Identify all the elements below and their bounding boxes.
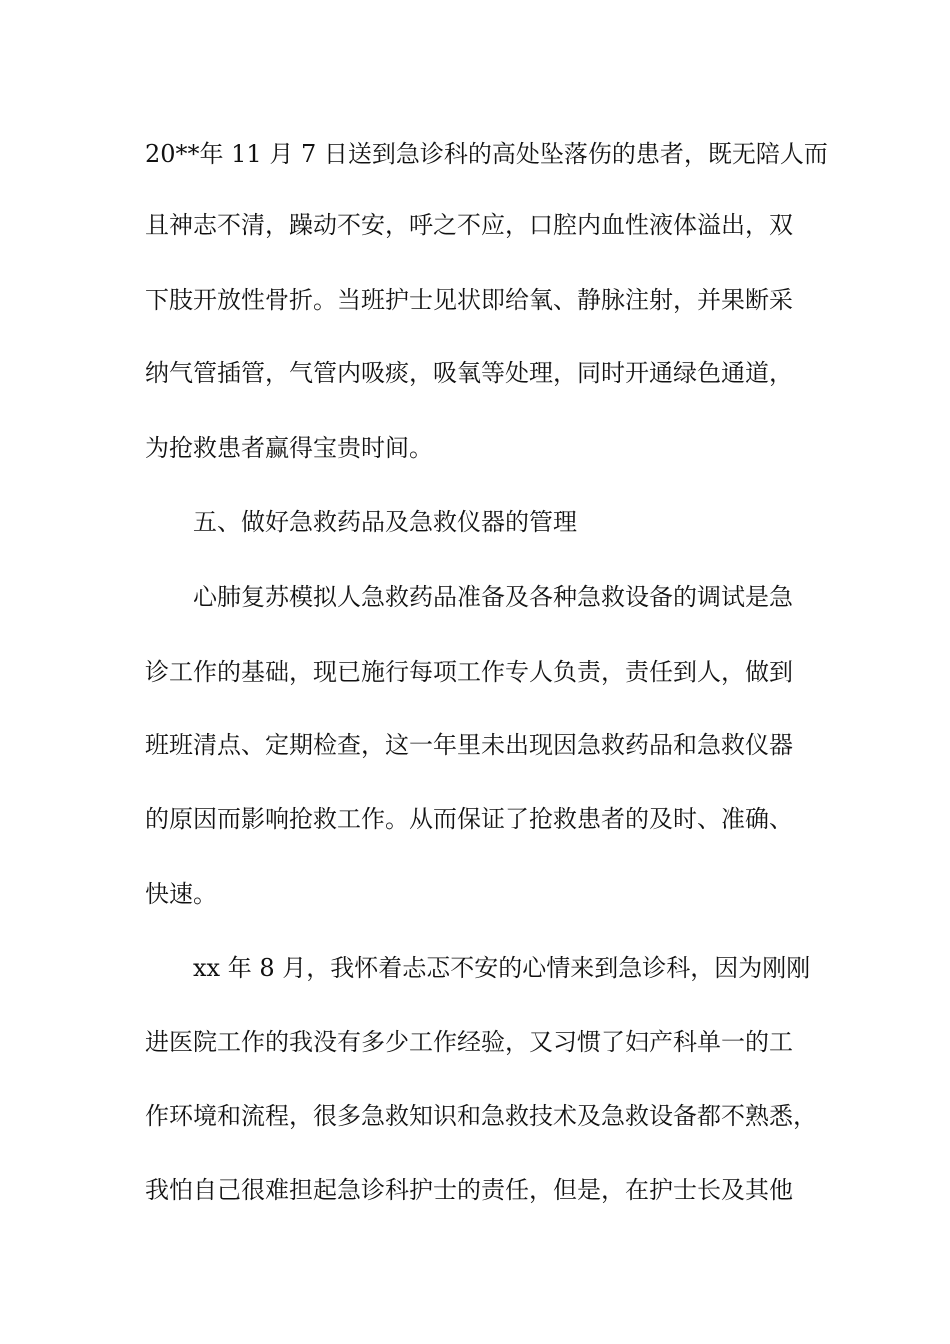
text-line: 快速。 [145, 880, 217, 908]
text-line: 心肺复苏模拟人急救药品准备及各种急救设备的调试是急 [193, 583, 793, 611]
text-line: 为抢救患者赢得宝贵时间。 [145, 434, 433, 462]
text-line: xx 年 8 月，我怀着忐忑不安的心情来到急诊科，因为刚刚 [193, 954, 811, 982]
text-line: 且神志不清，躁动不安，呼之不应，口腔内血性液体溢出，双 [145, 211, 793, 239]
section-heading: 五、做好急救药品及急救仪器的管理 [193, 508, 577, 536]
text-line: 进医院工作的我没有多少工作经验，又习惯了妇产科单一的工 [145, 1028, 793, 1056]
text-line: 的原因而影响抢救工作。从而保证了抢救患者的及时、准确、 [145, 805, 793, 833]
text-line: 作环境和流程，很多急救知识和急救技术及急救设备都不熟悉， [145, 1102, 817, 1130]
text-line: 我怕自己很难担起急诊科护士的责任，但是，在护士长及其他 [145, 1176, 793, 1204]
text-line: 班班清点、定期检查，这一年里未出现因急救药品和急救仪器 [145, 731, 793, 759]
text-line: 下肢开放性骨折。当班护士见状即给氧、静脉注射，并果断采 [145, 286, 793, 314]
text-line: 诊工作的基础，现已施行每项工作专人负责，责任到人，做到 [145, 658, 793, 686]
text-line: 纳气管插管，气管内吸痰，吸氧等处理，同时开通绿色通道， [145, 359, 793, 387]
text-line: 20**年 11 月 7 日送到急诊科的高处坠落伤的患者，既无陪人而 [145, 140, 828, 168]
